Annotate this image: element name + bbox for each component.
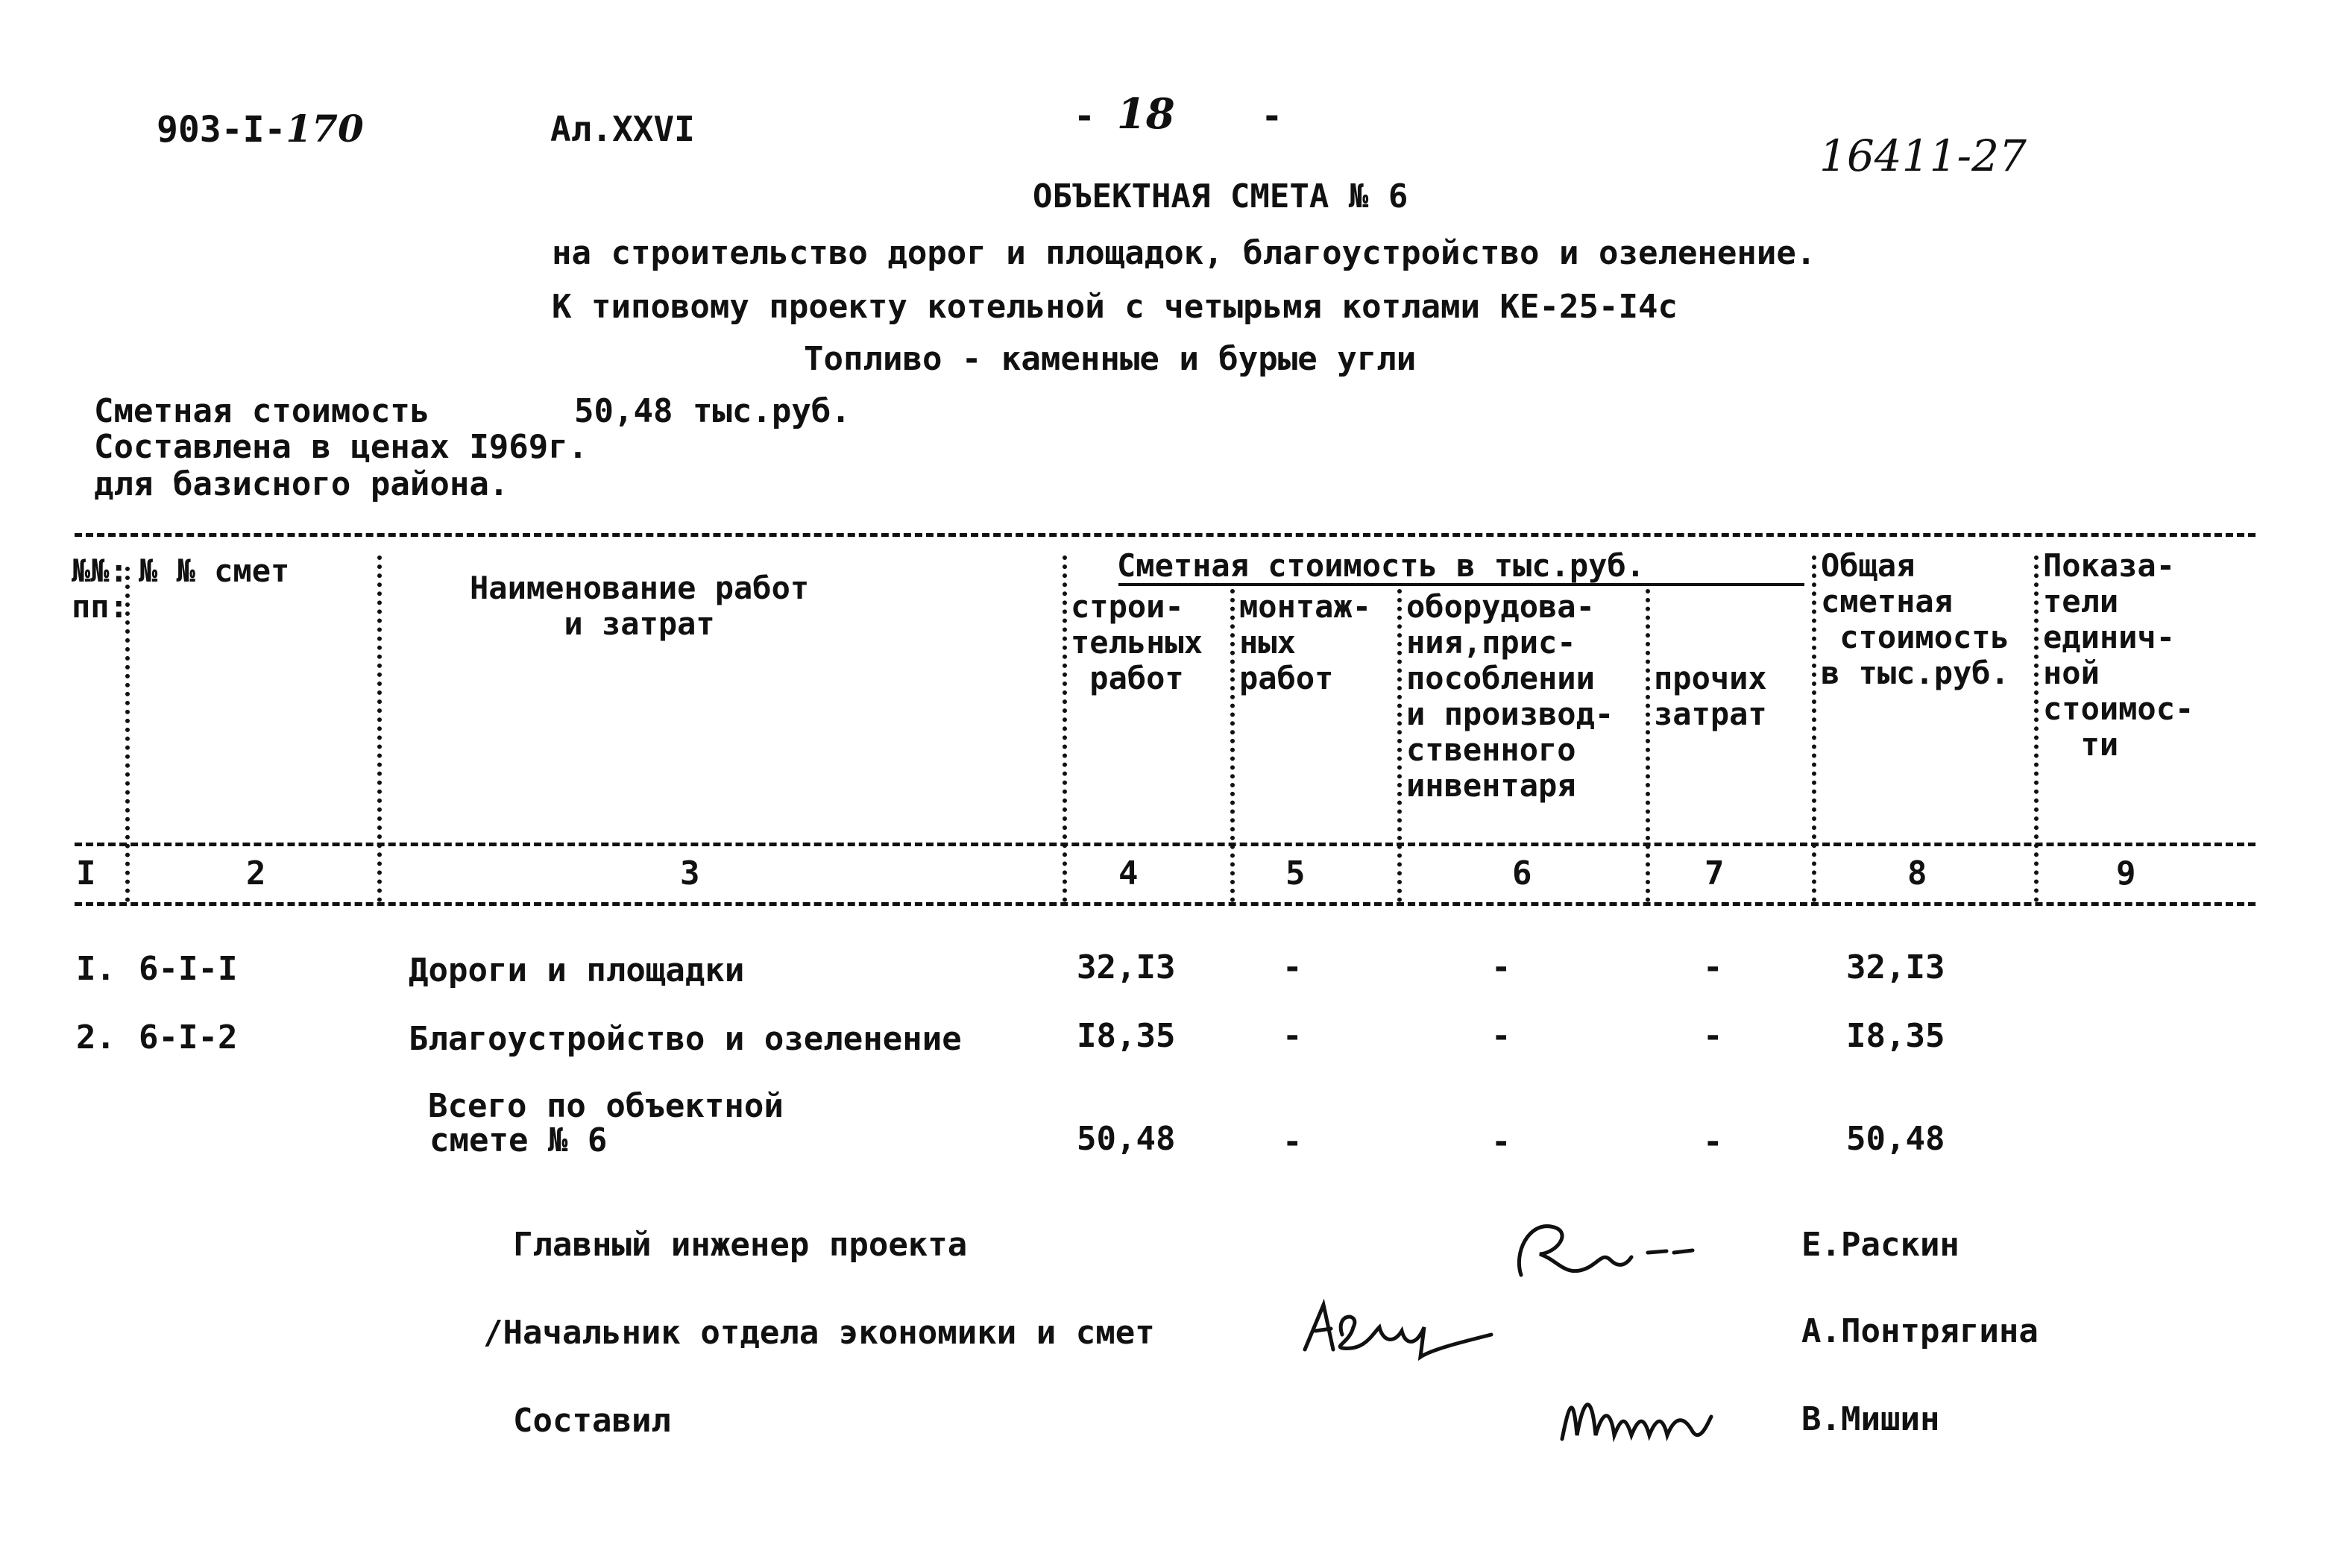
column-number-9: 9 — [2116, 854, 2136, 892]
signature-role-chief-engineer: Главный инженер проекта — [513, 1226, 968, 1264]
signature-role-head-of-department — [483, 1314, 1155, 1352]
col-sep-2 — [377, 555, 382, 902]
estimate-title: ОБЪЕКТНАЯ СМЕТА № 6 — [1033, 177, 1408, 215]
header-other-costs: прочих затрат — [1654, 660, 1767, 732]
row-estimate-code: 6-I-I — [139, 950, 238, 988]
document-code-handwritten: 170 — [286, 107, 364, 151]
header-cost-group: Сметная стоимость в тыс.руб. — [1117, 547, 1646, 584]
header-equipment: оборудова- ния,прис- пособлении и производ- ственного инвентаря — [1406, 588, 1614, 804]
column-number-6: 6 — [1512, 854, 1532, 892]
header-work-name: Наименование работ и затрат — [470, 570, 810, 642]
column-number-8: 8 — [1907, 854, 1927, 892]
estimated-cost-value: 50,48 тыс.руб. — [574, 392, 851, 430]
row-work-name: Дороги и площадки — [409, 951, 745, 989]
total-overall-cost: 50,48 — [1846, 1120, 1945, 1158]
signature-role-compiler: Составил — [513, 1402, 671, 1440]
row-estimate-code: 6-I-2 — [139, 1018, 238, 1057]
album-number: Ал.XXVI — [550, 109, 695, 149]
column-numbers-bottom-rule — [75, 902, 2256, 906]
total-label-line2: смете № 6 — [429, 1121, 608, 1159]
column-number-2: 2 — [246, 854, 266, 892]
row-construction-cost: 32,I3 — [1077, 948, 1176, 986]
row-number: I. — [76, 950, 116, 988]
document-code — [157, 107, 364, 151]
estimate-subtitle: на строительство дорог и площадок, благоустройство и озеленение. — [552, 234, 1816, 272]
col-sep-5 — [1397, 589, 1402, 902]
row-installation-cost: - — [1282, 948, 1303, 986]
row-equipment-cost: - — [1491, 1017, 1511, 1055]
col-sep-4 — [1230, 589, 1235, 902]
row-work-name: Благоустройство и озеленение — [409, 1020, 962, 1058]
project-reference: К типовому проекту котельной с четырьмя котлами КЕ-25-I4с — [552, 288, 1678, 326]
row-other-cost: - — [1703, 948, 1723, 986]
signature-name-head-of-department: А.Понтрягина — [1801, 1312, 2039, 1350]
total-other-cost: - — [1703, 1123, 1723, 1161]
row-construction-cost: I8,35 — [1077, 1017, 1176, 1055]
col-sep-3 — [1063, 555, 1067, 902]
price-level: Составлена в ценах I969г. — [94, 428, 588, 466]
signature-name-chief-engineer: Е.Раскин — [1801, 1226, 1959, 1264]
column-number-5: 5 — [1285, 854, 1306, 892]
signature-role-text: Начальник отдела экономики и смет — [503, 1314, 1155, 1352]
row-number: 2. — [76, 1018, 116, 1057]
col-sep-6 — [1646, 589, 1650, 902]
signature-mark: / — [483, 1314, 503, 1352]
signature-name-compiler: В.Мишин — [1801, 1400, 1940, 1438]
signature-head-of-department — [1290, 1282, 1514, 1372]
column-number-4: 4 — [1118, 854, 1139, 892]
col-sep-7 — [1812, 555, 1816, 902]
signature-chief-engineer — [1506, 1208, 1700, 1297]
page-number: - 18 - — [1074, 89, 1283, 139]
table-top-rule — [75, 533, 2256, 537]
header-installation: монтаж- ных работ — [1239, 588, 1372, 696]
base-region: для базисного района. — [94, 465, 509, 503]
document-code-prefix: 903-I- — [157, 109, 286, 151]
total-label-line1: Всего по объектной — [428, 1087, 784, 1125]
column-number-7: 7 — [1704, 854, 1725, 892]
fuel-type: Топливо - каменные и бурые угли — [804, 340, 1417, 378]
row-equipment-cost: - — [1491, 948, 1511, 986]
header-row-number: №№: пп: — [72, 552, 128, 625]
column-number-3: 3 — [680, 854, 700, 892]
total-equipment-cost: - — [1491, 1123, 1511, 1161]
col-sep-8 — [2034, 555, 2039, 902]
header-construction: строи- тельных работ — [1071, 588, 1203, 696]
row-total-cost: I8,35 — [1846, 1017, 1945, 1055]
estimated-cost-label: Сметная стоимость — [94, 392, 430, 430]
total-installation-cost: - — [1282, 1123, 1303, 1161]
total-construction-cost: 50,48 — [1077, 1120, 1176, 1158]
header-total-cost: Общая сметная стоимость в тыс.руб. — [1821, 547, 2009, 691]
header-estimate-number: № № смет — [139, 552, 290, 589]
table-header-bottom-rule — [75, 843, 2256, 846]
page-number-handwritten: 18 — [1116, 89, 1175, 139]
row-installation-cost: - — [1282, 1017, 1303, 1055]
inventory-number: 16411-27 — [1819, 130, 2027, 181]
row-total-cost: 32,I3 — [1846, 948, 1945, 986]
row-other-cost: - — [1703, 1017, 1723, 1055]
column-number-1: I — [76, 854, 96, 892]
signature-compiler — [1551, 1372, 1730, 1454]
header-unit-cost-indicators: Показа- тели единич- ной стоимос- ти — [2043, 547, 2194, 763]
